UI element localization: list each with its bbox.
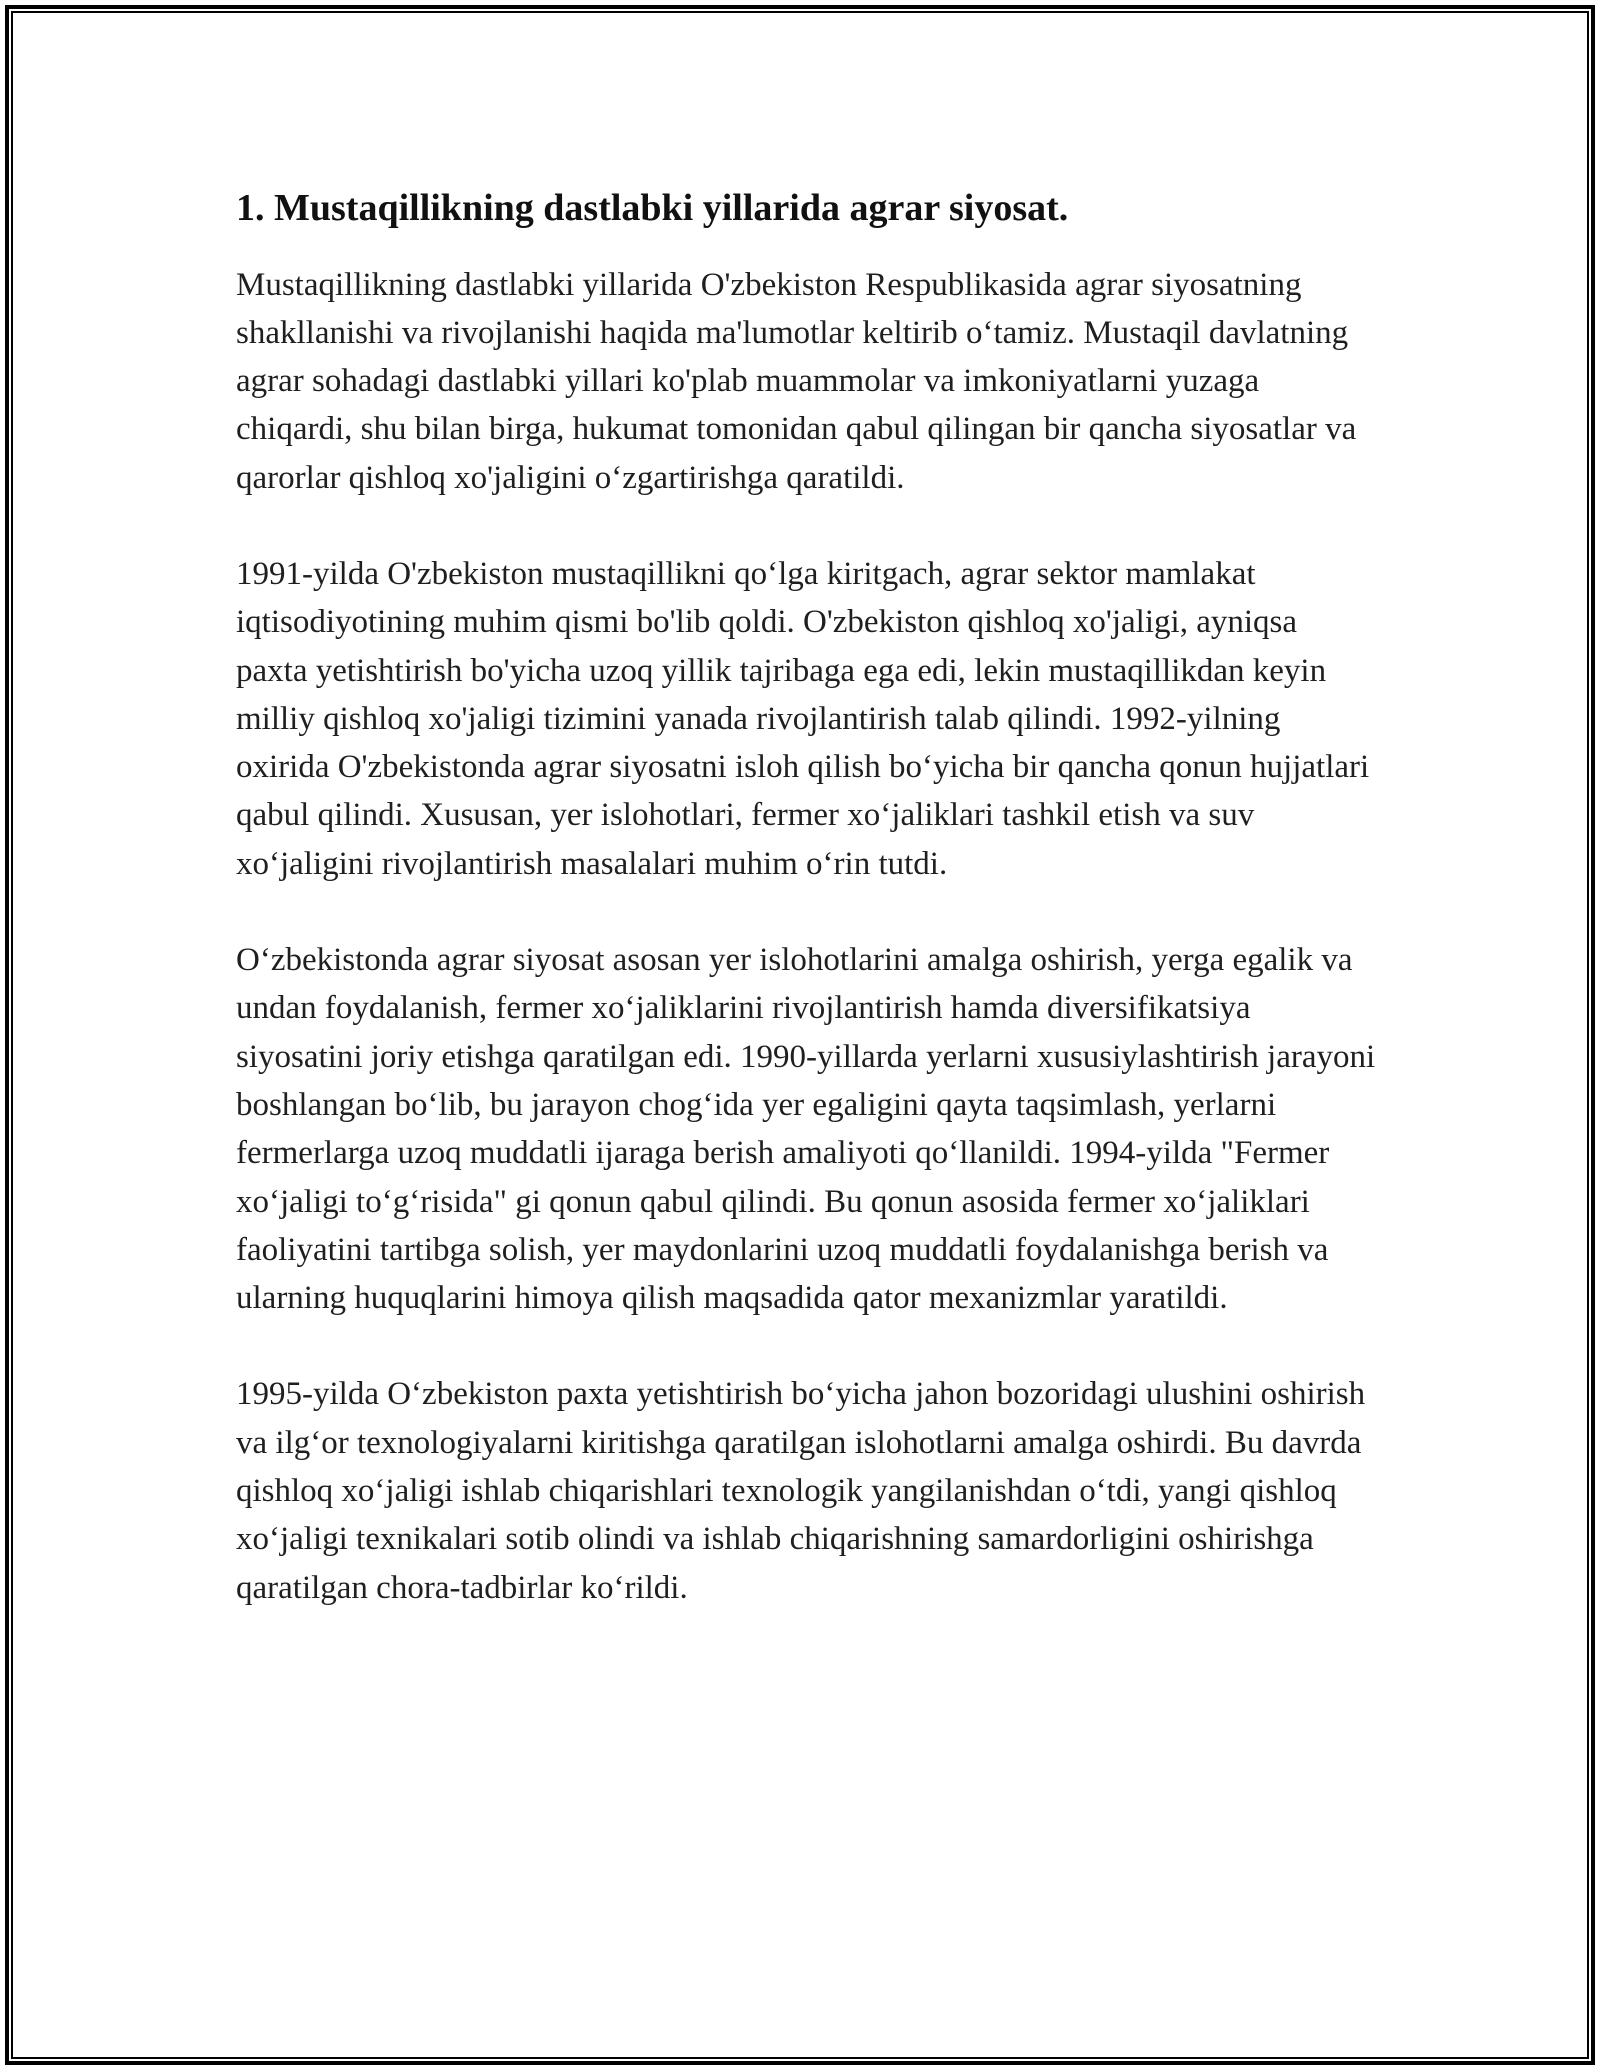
document-title: 1. Mustaqillikning dastlabki yillarida agrar siyosat.	[236, 187, 1069, 229]
paragraph-4: 1995-yilda O‘zbekiston paxta yetishtirish bo‘yicha jahon bozoridagi ulushini oshirish va ilg‘or texnologiyalarni kiritishga qaratilgan islohotlarni amalga oshirdi. Bu davrda qishloq xo‘jaligi ishlab chiqarishlari texnologik yangilanishdan o‘tdi, yangi qishloq xo‘jaligi texnikalari sotib olindi va ishlab chiqarishning samardorligini oshirishga qaratilgan chora-tadbirlar ko‘rildi.	[236, 1376, 1366, 1606]
document-body	[236, 185, 1376, 1660]
paragraph-1: Mustaqillikning dastlabki yillarida O'zbekiston Respublikasida agrar siyosatning shakllanishi va rivojlanishi haqida ma'lumotlar keltirib o‘tamiz. Mustaqil davlatning agrar sohadagi dastlabki yillari ko'plab muammolar va imkoniyatlarni yuzaga chiqardi, shu bilan birga, hukumat tomonidan qabul qilingan bir qancha siyosatlar va qarorlar qishloq xo'jaligini o‘zgartirishga qaratildi.	[236, 266, 1357, 496]
paragraph-3: O‘zbekistonda agrar siyosat asosan yer islohotlarini amalga oshirish, yerga egalik va undan foydalanish, fermer xo‘jaliklarini rivojlantirish hamda diversifikatsiya siyosatini joriy etishga qaratilgan edi. 1990-yillarda yerlarni xususiylashtirish jarayoni boshlangan bo‘lib, bu jarayon chog‘ida yer egaligini qayta taqsimlash, yerlarni fermerlarga uzoq muddatli ijaraga berish amaliyoti qo‘llanildi. 1994-yilda "Fermer xo‘jaligi to‘g‘risida" gi qonun qabul qilindi. Bu qonun asosida fermer xo‘jaliklari faoliyatini tartibga solish, yer maydonlarini uzoq muddatli foydalanishga berish va ularning huquqlarini himoya qilish maqsadida qator mexanizmlar yaratildi.	[236, 942, 1376, 1317]
paragraph-2: 1991-yilda O'zbekiston mustaqillikni qo‘lga kiritgach, agrar sektor mamlakat iqtisodiyotining muhim qismi bo'lib qoldi. O'zbekiston qishloq xo'jaligi, ayniqsa paxta yetishtirish bo'yicha uzoq yillik tajribaga ega edi, lekin mustaqillikdan keyin milliy qishloq xo'jaligi tizimini yanada rivojlantirish talab qilindi. 1992-yilning oxirida O'zbekistonda agrar siyosatni isloh qilish bo‘yicha bir qancha qonun hujjatlari qabul qilindi. Xususan, yer islohotlari, fermer xo‘jaliklari tashkil etish va suv xo‘jaligini rivojlantirish masalalari muhim o‘rin tutdi.	[236, 555, 1370, 882]
